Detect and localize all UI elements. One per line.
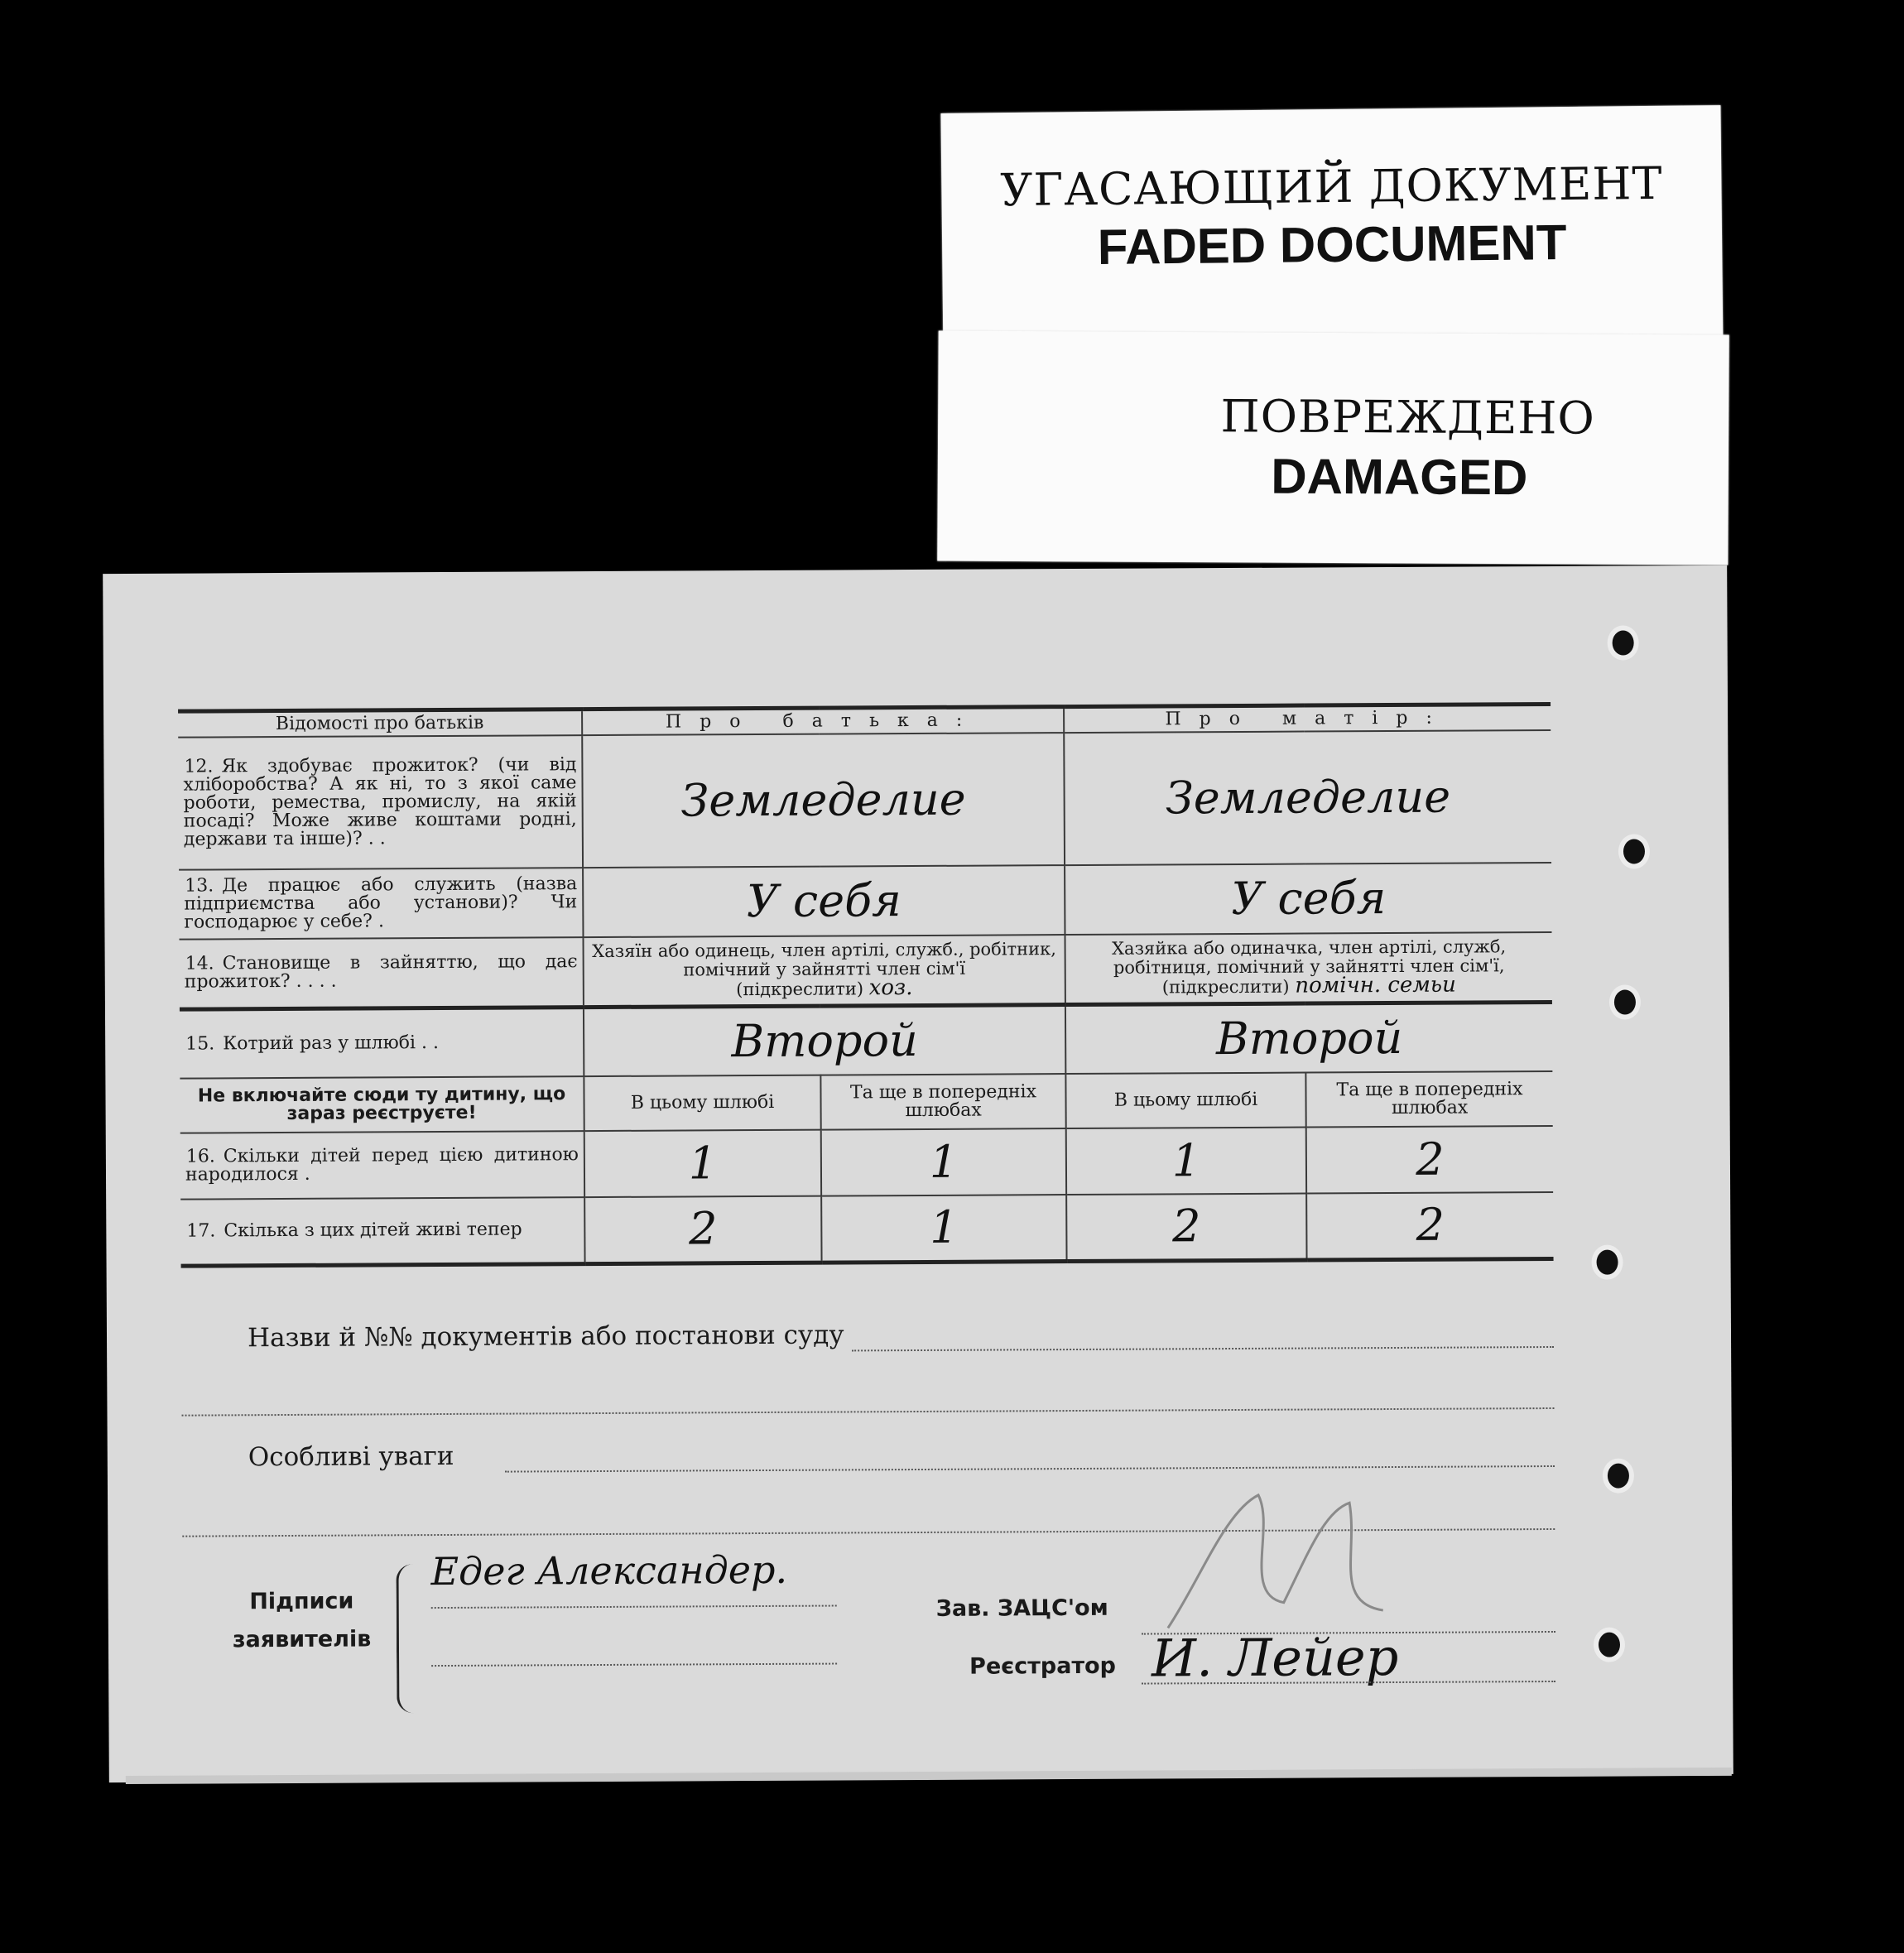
table-row (180, 1192, 1553, 1266)
registration-form-page (103, 565, 1733, 1782)
registrar-label: Реєстратор (969, 1652, 1117, 1680)
registrar-signature: И. Лейер (1151, 1626, 1399, 1689)
parents-info-table (178, 702, 1554, 1268)
table-row (178, 730, 1551, 870)
mother-marriage-count: Второй (1065, 1002, 1552, 1074)
punch-hole (1596, 1250, 1618, 1275)
father-employment-status: Хазяїн або одинець, член артілі, служб., робітник, помічний у зайнятті член сім'ї (підкреслити) хоз. (583, 935, 1065, 1007)
punch-hole (1613, 630, 1634, 655)
exclude-child-note: Не включайте сюди ту дитину, що зараз реєструєте! (180, 1076, 584, 1133)
question-15: 15. Котрий раз у шлюбі . . (180, 1007, 584, 1079)
children-alive-father-prev: 1 (821, 1195, 1066, 1263)
question-16: 16. Скільки дітей перед цією дитиною народилося . (180, 1131, 584, 1200)
punch-hole (1608, 1464, 1629, 1489)
table-row (180, 1126, 1553, 1200)
punch-hole (1599, 1633, 1620, 1657)
documents-line-2 (182, 1407, 1555, 1417)
faded-document-label (940, 105, 1723, 362)
mother-livelihood: Земледелие (1064, 730, 1551, 865)
signatures-label: Підписи заявителів (232, 1588, 372, 1653)
mother-workplace: У себя (1065, 863, 1551, 935)
children-born-mother-this: 1 (1066, 1128, 1306, 1195)
applicant-sign-line (431, 1605, 837, 1609)
applicant-sign-line (431, 1663, 837, 1667)
father-previous-marriages-header: Та ще в попередніх шлюбах (820, 1074, 1065, 1130)
question-12: 12. Як здобуває прожиток? (чи від хліборобства? А як ні, то з якої саме роботи, ремества, промислу, на якій посаді? Може живе коштами родні, держави та інше)? . . (178, 735, 583, 870)
damaged-document-label (937, 331, 1729, 565)
father-this-marriage-header: В цьому шлюбі (584, 1075, 820, 1131)
header-father: Про батька: (582, 707, 1064, 736)
table-row (180, 932, 1552, 1009)
question-17: 17. Скілька з цих дітей живі тепер (180, 1197, 584, 1266)
father-marriage-count: Второй (584, 1004, 1065, 1076)
children-born-father-this: 1 (584, 1130, 821, 1197)
damaged-label-en: DAMAGED (1271, 448, 1528, 506)
mother-this-marriage-header: В цьому шлюбі (1065, 1073, 1305, 1129)
table-subheader-row (180, 1071, 1552, 1133)
table-row (179, 863, 1551, 940)
children-born-father-prev: 1 (821, 1128, 1066, 1196)
children-alive-mother-prev: 2 (1306, 1192, 1553, 1260)
mother-previous-marriages-header: Та ще в попередніх шлюбах (1305, 1071, 1552, 1128)
question-13: 13. Де працює або служить (назва підприємства або установи)? Чи господарює у себе? . (179, 868, 583, 940)
faded-label-ru: УГАСАЮЩИЙ ДОКУМЕНТ (1000, 156, 1663, 217)
children-born-mother-prev: 2 (1306, 1126, 1553, 1194)
signatures-brace (396, 1564, 419, 1713)
notes-field (182, 1436, 1555, 1473)
punch-hole (1623, 839, 1645, 863)
notes-line (505, 1465, 1555, 1473)
children-alive-father-this: 2 (584, 1196, 821, 1263)
father-livelihood: Земледелие (582, 733, 1065, 868)
father-workplace: У себя (583, 865, 1065, 937)
punch-hole (1614, 989, 1636, 1014)
mother-employment-status: Хазяйка або одиначка, член артілі, служб, робітниця, помічний у зайнятті член сім'ї, (підкреслити) помічн. семьи (1065, 932, 1552, 1004)
children-alive-mother-this: 2 (1066, 1194, 1306, 1262)
header-mother: Про матір: (1064, 704, 1551, 733)
zags-head-label: Зав. ЗАЦС'ом (935, 1595, 1108, 1622)
applicant-signature: Едег Александер. (430, 1547, 788, 1595)
question-14: 14. Становище в зайняттю, що дає прожиток? . . . . (180, 937, 584, 1009)
documents-label: Назви й №№ документів або постанови суду (247, 1320, 844, 1354)
documents-line (852, 1346, 1554, 1351)
table-row (180, 1002, 1552, 1079)
faint-scribble (1151, 1478, 1400, 1645)
documents-field (181, 1316, 1554, 1354)
notes-label: Особливі уваги (248, 1441, 454, 1473)
faded-label-en: FADED DOCUMENT (1097, 214, 1567, 275)
header-parents-info: Відомості про батьків (178, 710, 582, 738)
damaged-label-ru: ПОВРЕЖДЕНО (1220, 390, 1595, 445)
